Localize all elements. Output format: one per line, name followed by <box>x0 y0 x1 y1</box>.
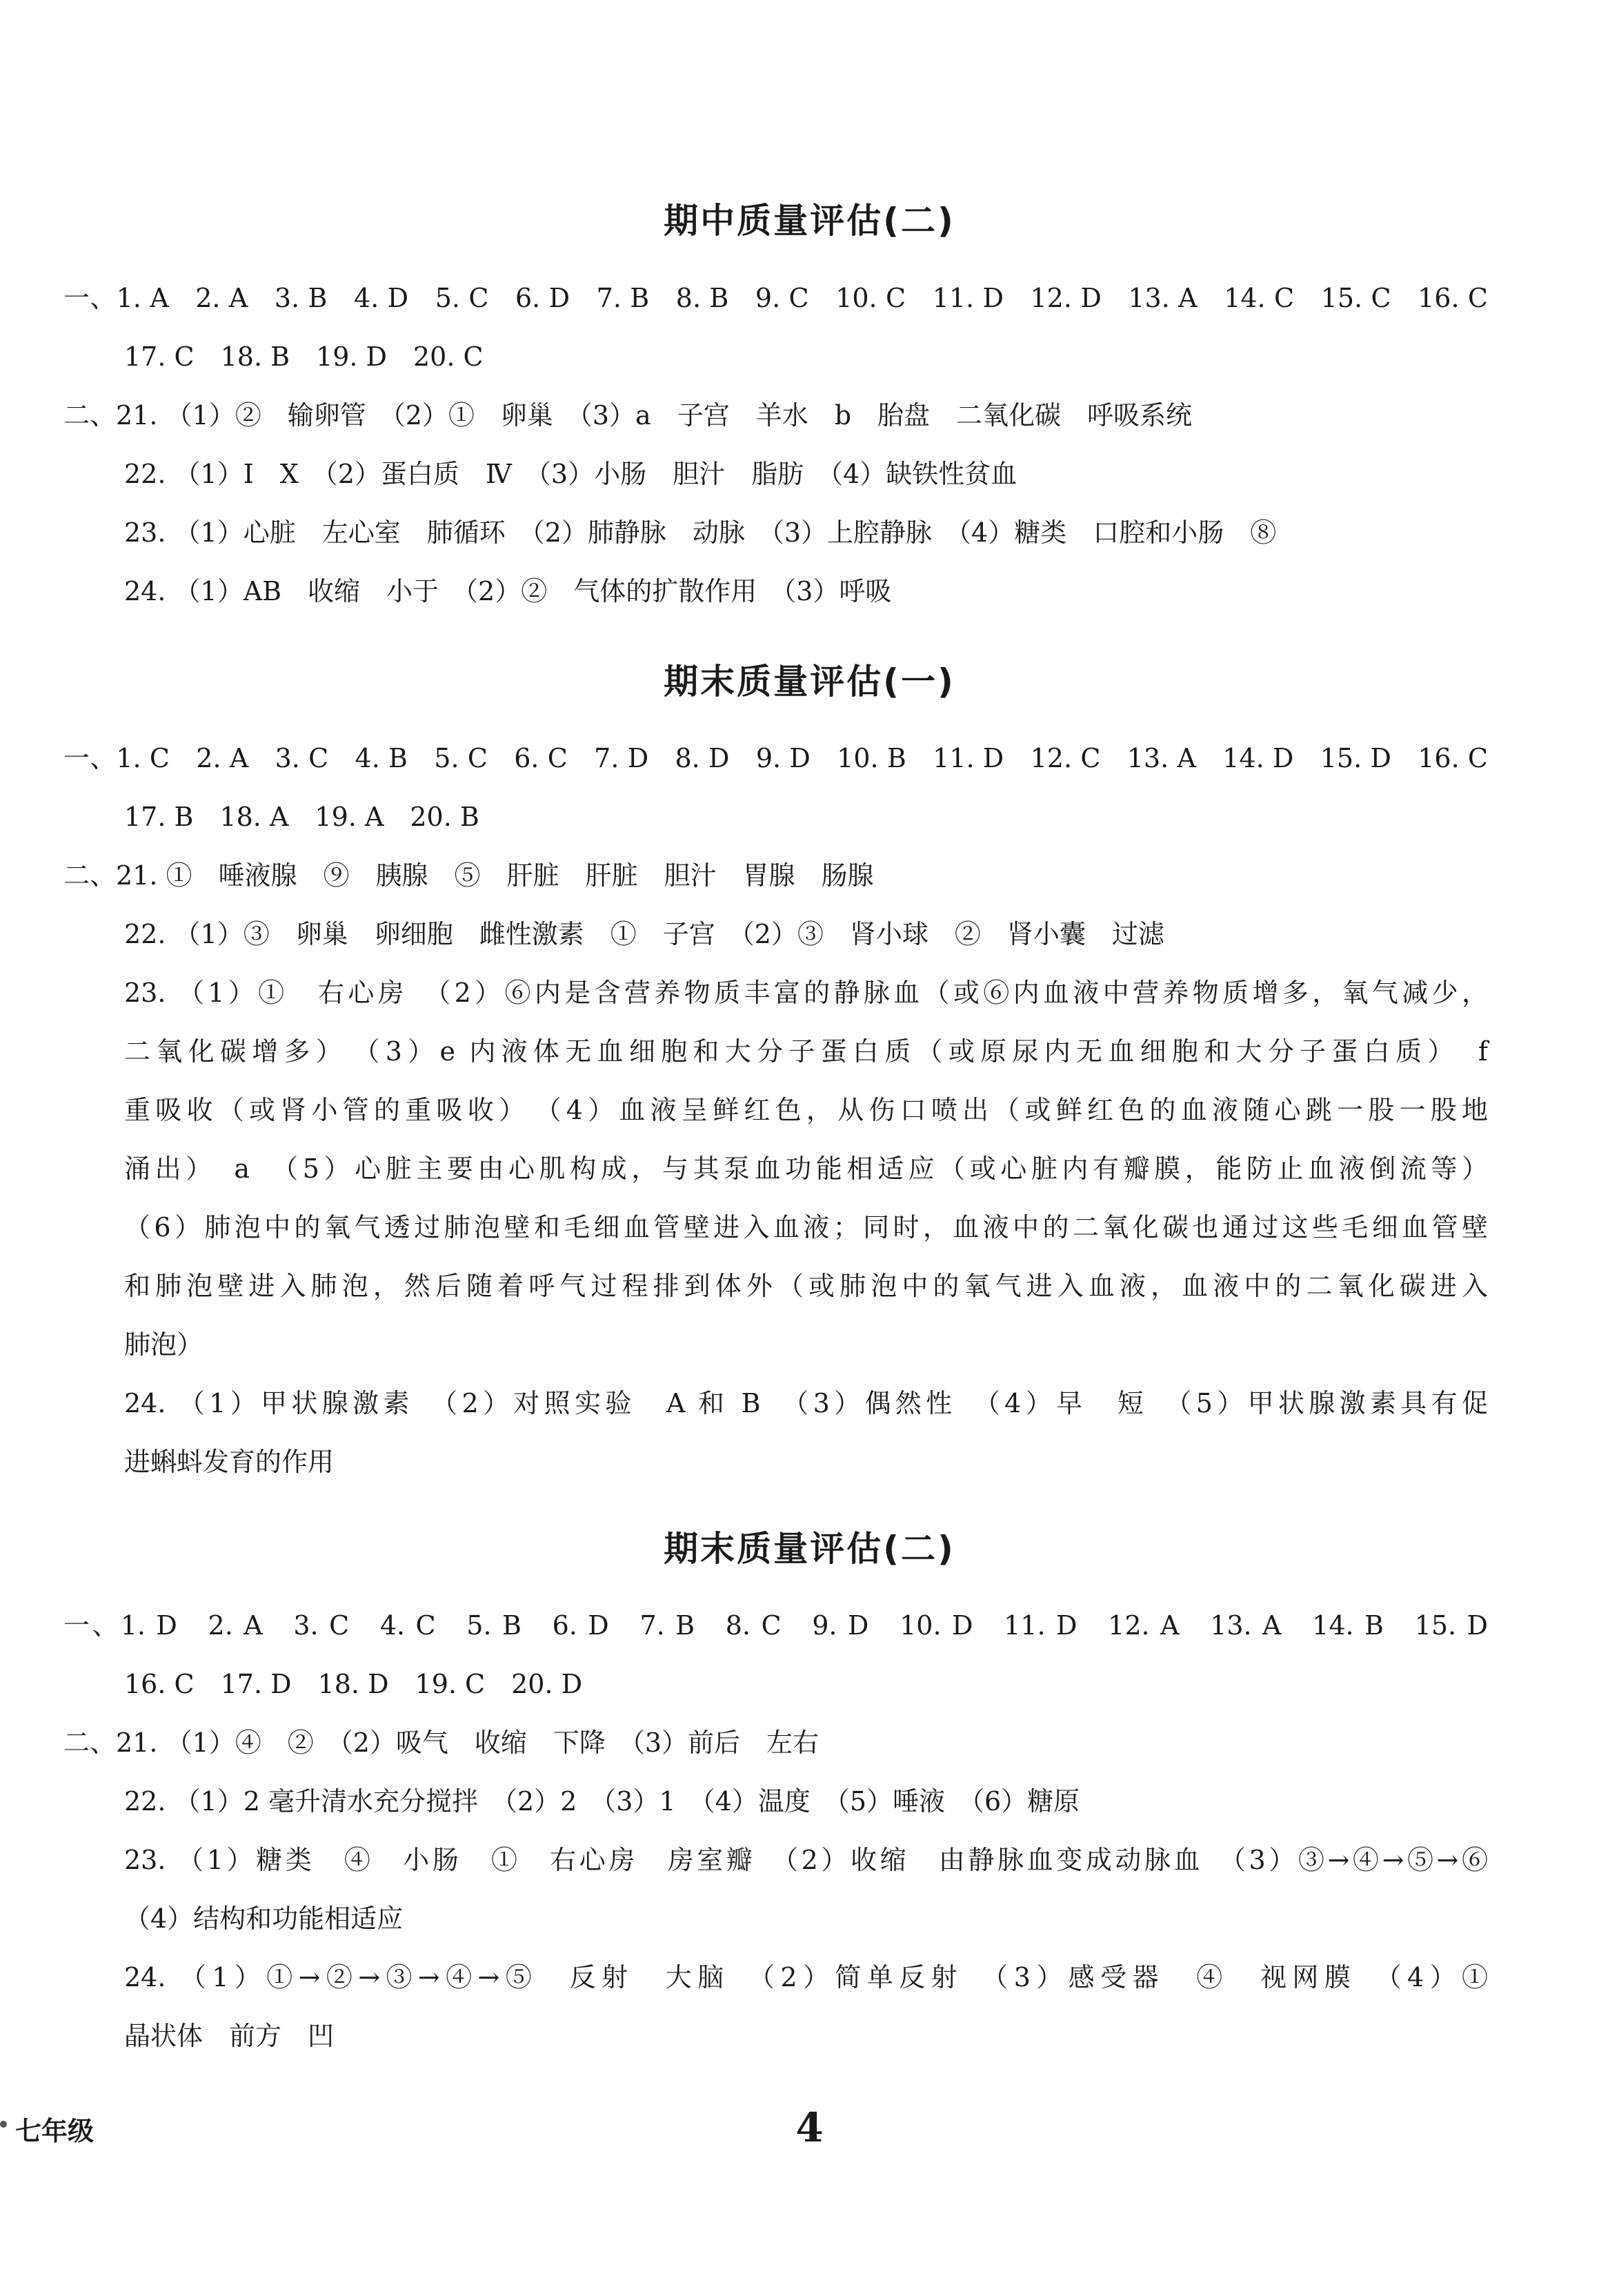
answer-line: 24. （1）AB 收缩 小于 （2）② 气体的扩散作用 （3）呼吸 <box>124 576 892 606</box>
answer-line: 二氧化碳增多） （3）e 内液体无血细胞和大分子蛋白质（或原尿内无血细胞和大分子蛋白质） f <box>124 1036 1488 1067</box>
answer-line: 22. （1）Ⅰ Ⅹ （2）蛋白质 Ⅳ （3）小肠 胆汁 脂肪 （4）缺铁性贫血 <box>124 459 1017 489</box>
answer-line: 24. （1）①→②→③→④→⑤ 反射 大脑 （2）简单反射 （3）感受器 ④ 视网膜 （4）① <box>124 1962 1488 1992</box>
grade-label: 七年级 <box>15 2116 95 2146</box>
answer-line: 24. （1）甲状腺激素 （2）对照实验 A 和 B （3）偶然性 （4）早 短 （5）甲状腺激素具有促 <box>124 1388 1488 1418</box>
answer-line: 23. （1）心脏 左心室 肺循环 （2）肺静脉 动脉 （3）上腔静脉 （4）糖类 口腔和小肠 ⑧ <box>124 517 1277 548</box>
answer-line: 重吸收（或肾小管的重吸收） （4）血液呈鲜红色，从伤口喷出（或鲜红色的血液随心跳一股一股地 <box>124 1095 1488 1125</box>
answer-line: 一、1. A 2. A 3. B 4. D 5. C 6. D 7. B 8. B 9. C 10. C 11. D 12. D 13. A 14. C 15. C 16. C <box>63 283 1488 313</box>
section-title-midterm-2: 期中质量评估(二) <box>664 201 955 241</box>
answer-line: 涌出） a （5）心脏主要由心肌构成，与其泵血功能相适应（或心脏内有瓣膜，能防止血液倒流等） <box>124 1154 1488 1184</box>
answer-line: 晶状体 前方 凹 <box>124 2021 335 2051</box>
answer-line: 16. C 17. D 18. D 19. C 20. D <box>124 1669 583 1699</box>
section-title-final-1: 期末质量评估(一) <box>664 662 955 702</box>
answer-line: 17. C 18. B 19. D 20. C <box>124 342 484 372</box>
answer-line: 二、21. （1）② 输卵管 （2）① 卵巢 （3）a 子宫 羊水 b 胎盘 二氧化碳 呼吸系统 <box>63 400 1193 430</box>
answer-line: 一、1. D 2. A 3. C 4. C 5. B 6. D 7. B 8. C 9. D 10. D 11. D 12. A 13. A 14. B 15. D <box>63 1610 1488 1641</box>
answer-line: 22. （1）③ 卵巢 卵细胞 雌性激素 ① 子宫 （2）③ 肾小球 ② 肾小囊 过滤 <box>124 919 1164 949</box>
answer-line: 和肺泡壁进入肺泡，然后随着呼气过程排到体外（或肺泡中的氧气进入血液，血液中的二氧化碳进入 <box>124 1271 1488 1301</box>
answer-line: （4）结构和功能相适应 <box>124 1903 404 1934</box>
answer-line: 一、1. C 2. A 3. C 4. B 5. C 6. C 7. D 8. D 9. D 10. B 11. D 12. C 13. A 14. D 15. D 16. C <box>63 743 1488 773</box>
answer-line: 二、21. ① 唾液腺 ⑨ 胰腺 ⑤ 肝脏 肝脏 胆汁 胃腺 肠腺 <box>63 860 874 891</box>
answer-line: （6）肺泡中的氧气透过肺泡壁和毛细血管壁进入血液；同时，血液中的二氧化碳也通过这些毛细血管壁 <box>124 1212 1488 1243</box>
answer-line: 23. （1）① 右心房 （2）⑥内是含营养物质丰富的静脉血（或⑥内血液中营养物质增多，氧气减少， <box>124 978 1488 1008</box>
answer-line: 17. B 18. A 19. A 20. B <box>124 802 479 832</box>
answer-line: 进蝌蚪发育的作用 <box>124 1447 335 1477</box>
page-number: 4 <box>795 2104 824 2151</box>
section-title-final-2: 期末质量评估(二) <box>664 1529 955 1569</box>
answer-line: 23. （1）糖类 ④ 小肠 ① 右心房 房室瓣 （2）收缩 由静脉血变成动脉血 （3）③→④→⑤→⑥ <box>124 1845 1488 1875</box>
answer-line: 肺泡） <box>124 1329 203 1360</box>
answer-line: 二、21. （1）④ ② （2）吸气 收缩 下降 （3）前后 左右 <box>63 1728 820 1758</box>
answer-line: 22. （1）2 毫升清水充分搅拌 （2）2 （3）1 （4）温度 （5）唾液 （6）糖原 <box>124 1786 1080 1817</box>
